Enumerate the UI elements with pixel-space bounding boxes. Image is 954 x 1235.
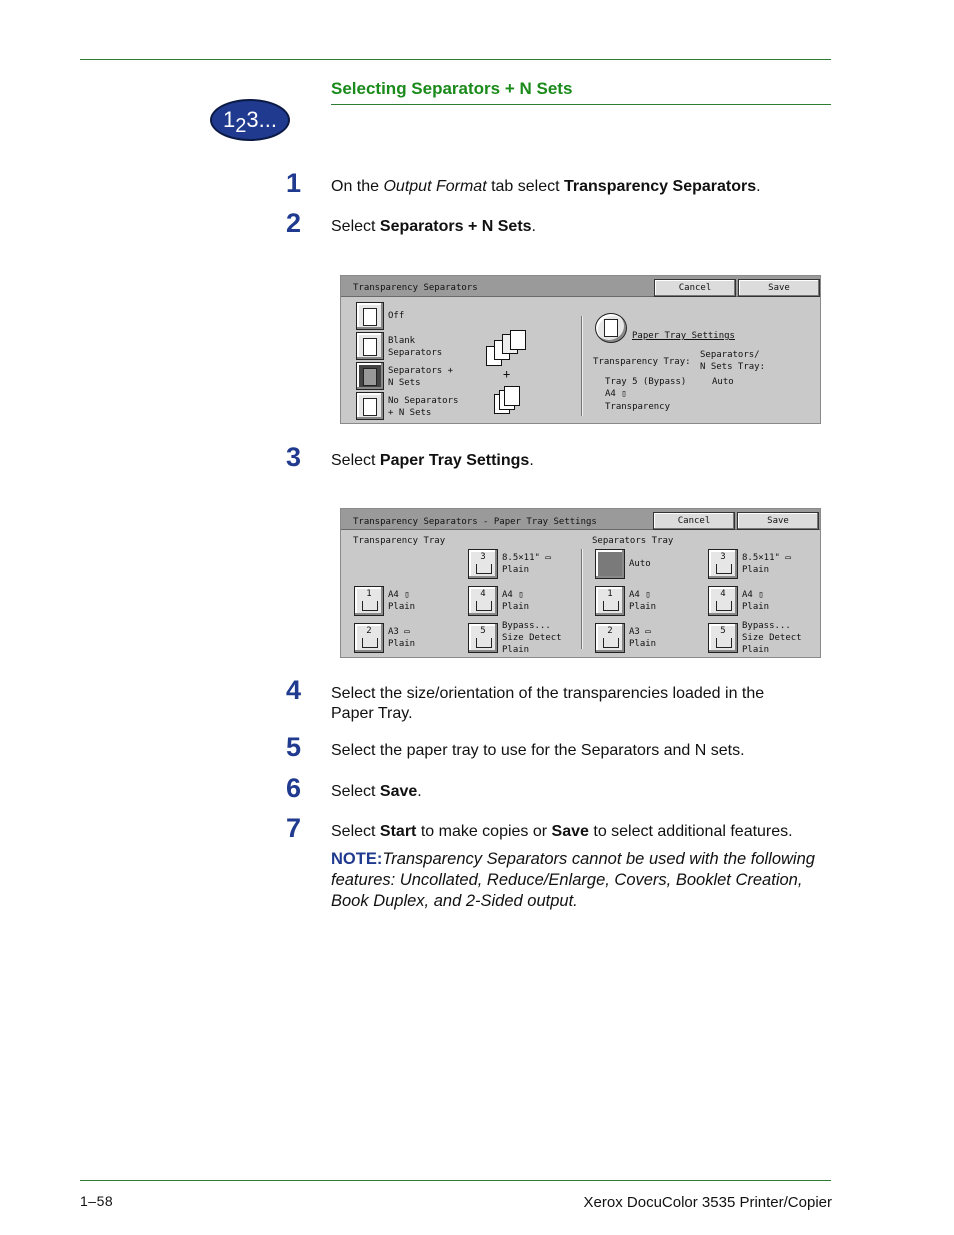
screen-title: Transparency Separators [353, 283, 478, 293]
save-button[interactable]: Save [738, 279, 820, 297]
option-no-separators-n-sets-button[interactable] [356, 392, 384, 420]
paper-tray-settings-button[interactable] [595, 313, 627, 343]
tray-type-label: Plain [388, 602, 416, 612]
product-name: Xerox DocuColor 3535 Printer/Copier [583, 1194, 832, 1211]
tray-type-label: Plain [742, 645, 770, 655]
tray-size-label: Size Detect [742, 633, 802, 643]
transparency-tray-5-button[interactable]: 5 [468, 623, 498, 653]
option-blank-separators-button[interactable] [356, 332, 384, 360]
step-4-text: Select the size/orientation of the transparencies loaded in the Paper Tray. [331, 685, 765, 722]
transparency-tray-size: A4 ▯ [605, 389, 627, 399]
step-7-text: Select Start to make copies or Save to select additional features. [331, 823, 793, 840]
option-off-button[interactable] [356, 302, 384, 330]
step-number: 1 [286, 168, 302, 198]
tray-type-label: Plain [629, 602, 657, 612]
top-rule [80, 59, 831, 60]
transparency-tray-2-button[interactable]: 2 [354, 623, 384, 653]
paper-tray-settings-label[interactable]: Paper Tray Settings [632, 331, 735, 341]
heading-rule [331, 104, 831, 105]
option-label: Off [388, 311, 405, 321]
footer-rule [80, 1180, 831, 1181]
tray-size-label: A4 ▯ [742, 590, 764, 600]
tray-type-label: Plain [502, 602, 530, 612]
transparency-tray-heading: Transparency Tray [353, 536, 446, 546]
tray-size-label: Bypass... [502, 621, 551, 631]
step-number: 4 [286, 675, 302, 705]
separators-tray-value: Auto [712, 377, 734, 387]
screen-title: Transparency Separators - Paper Tray Settings [353, 517, 597, 527]
tray-size-label: Size Detect [502, 633, 562, 643]
tray-size-label: A3 ▭ [388, 627, 410, 637]
note [331, 849, 836, 912]
step-2-text: Select Separators + N Sets. [331, 218, 536, 235]
tray-size-label: A4 ▯ [502, 590, 524, 600]
transparency-tray-label: Transparency Tray: [593, 357, 691, 367]
step-number: 5 [286, 732, 302, 762]
off-icon [363, 308, 377, 326]
blank-separators-icon [363, 338, 377, 356]
option-label: + N Sets [388, 408, 432, 418]
page-number: 1–58 [80, 1193, 114, 1209]
tray-type-label: Plain [742, 565, 770, 575]
option-label: Blank [388, 336, 416, 346]
option-label: No Separators [388, 396, 459, 406]
paper-tray-icon [604, 319, 618, 337]
section-heading: Selecting Separators + N Sets [331, 79, 573, 98]
tray-type-label: Plain [502, 645, 530, 655]
step-number: 6 [286, 773, 302, 803]
step-6-text: Select Save. [331, 783, 422, 800]
transparency-tray-3-button[interactable]: 3 [468, 549, 498, 579]
separators-tray-label: Separators/ [700, 350, 760, 360]
steps-badge-icon: $1_23$... [210, 99, 290, 141]
paper-tray-settings-screen [340, 508, 821, 658]
plus-sign: + [503, 367, 511, 381]
transparency-separators-screen [340, 275, 821, 424]
tray-size-label: A3 ▭ [629, 627, 651, 637]
no-separators-icon [363, 398, 377, 416]
tray-type-label: Plain [502, 565, 530, 575]
cancel-button[interactable]: Cancel [654, 279, 736, 297]
separators-n-sets-icon [363, 368, 377, 386]
separators-tray-1-button[interactable]: 1 [595, 586, 625, 616]
step-number: 2 [286, 208, 302, 238]
separators-tray-label: N Sets Tray: [700, 362, 766, 372]
auto-label: Auto [629, 559, 651, 569]
transparency-tray-4-button[interactable]: 4 [468, 586, 498, 616]
tray-size-label: 8.5×11" ▭ [502, 553, 551, 563]
option-label: Separators [388, 348, 443, 358]
separators-tray-3-button[interactable]: 3 [708, 549, 738, 579]
separators-tray-5-button[interactable]: 5 [708, 623, 738, 653]
note-label: NOTE: [331, 850, 383, 868]
option-label: Separators + [388, 366, 454, 376]
separators-tray-heading: Separators Tray [592, 536, 674, 546]
tray-size-label: 8.5×11" ▭ [742, 553, 791, 563]
step-5-text: Select the paper tray to use for the Separators and N sets. [331, 742, 745, 759]
transparency-tray-type: Transparency [605, 402, 671, 412]
tray-type-label: Plain [742, 602, 770, 612]
panel-divider [581, 549, 582, 649]
step-number: 7 [286, 813, 302, 843]
option-label: N Sets [388, 378, 421, 388]
transparency-tray-1-button[interactable]: 1 [354, 586, 384, 616]
tray-size-label: A4 ▯ [629, 590, 651, 600]
option-separators-n-sets-button[interactable] [356, 362, 384, 390]
save-button[interactable]: Save [737, 512, 819, 530]
tray-type-label: Plain [388, 639, 416, 649]
tray-size-label: A4 ▯ [388, 590, 410, 600]
transparency-tray-value: Tray 5 (Bypass) [605, 377, 687, 387]
note-text: Transparency Separators cannot be used with the following features: Uncollated, Reduce/Enlarge, Covers, Booklet Creation, Book Duplex, and 2-Sided output. [331, 850, 815, 910]
tray-size-label: Bypass... [742, 621, 791, 631]
separators-tray-auto-button[interactable] [595, 549, 625, 579]
step-3-text: Select Paper Tray Settings. [331, 452, 534, 469]
tray-type-label: Plain [629, 639, 657, 649]
step-number: 3 [286, 442, 302, 472]
cancel-button[interactable]: Cancel [653, 512, 735, 530]
separators-tray-2-button[interactable]: 2 [595, 623, 625, 653]
panel-divider [581, 316, 582, 416]
separators-tray-4-button[interactable]: 4 [708, 586, 738, 616]
step-1-text: On the Output Format tab select Transparency Separators. [331, 178, 761, 195]
